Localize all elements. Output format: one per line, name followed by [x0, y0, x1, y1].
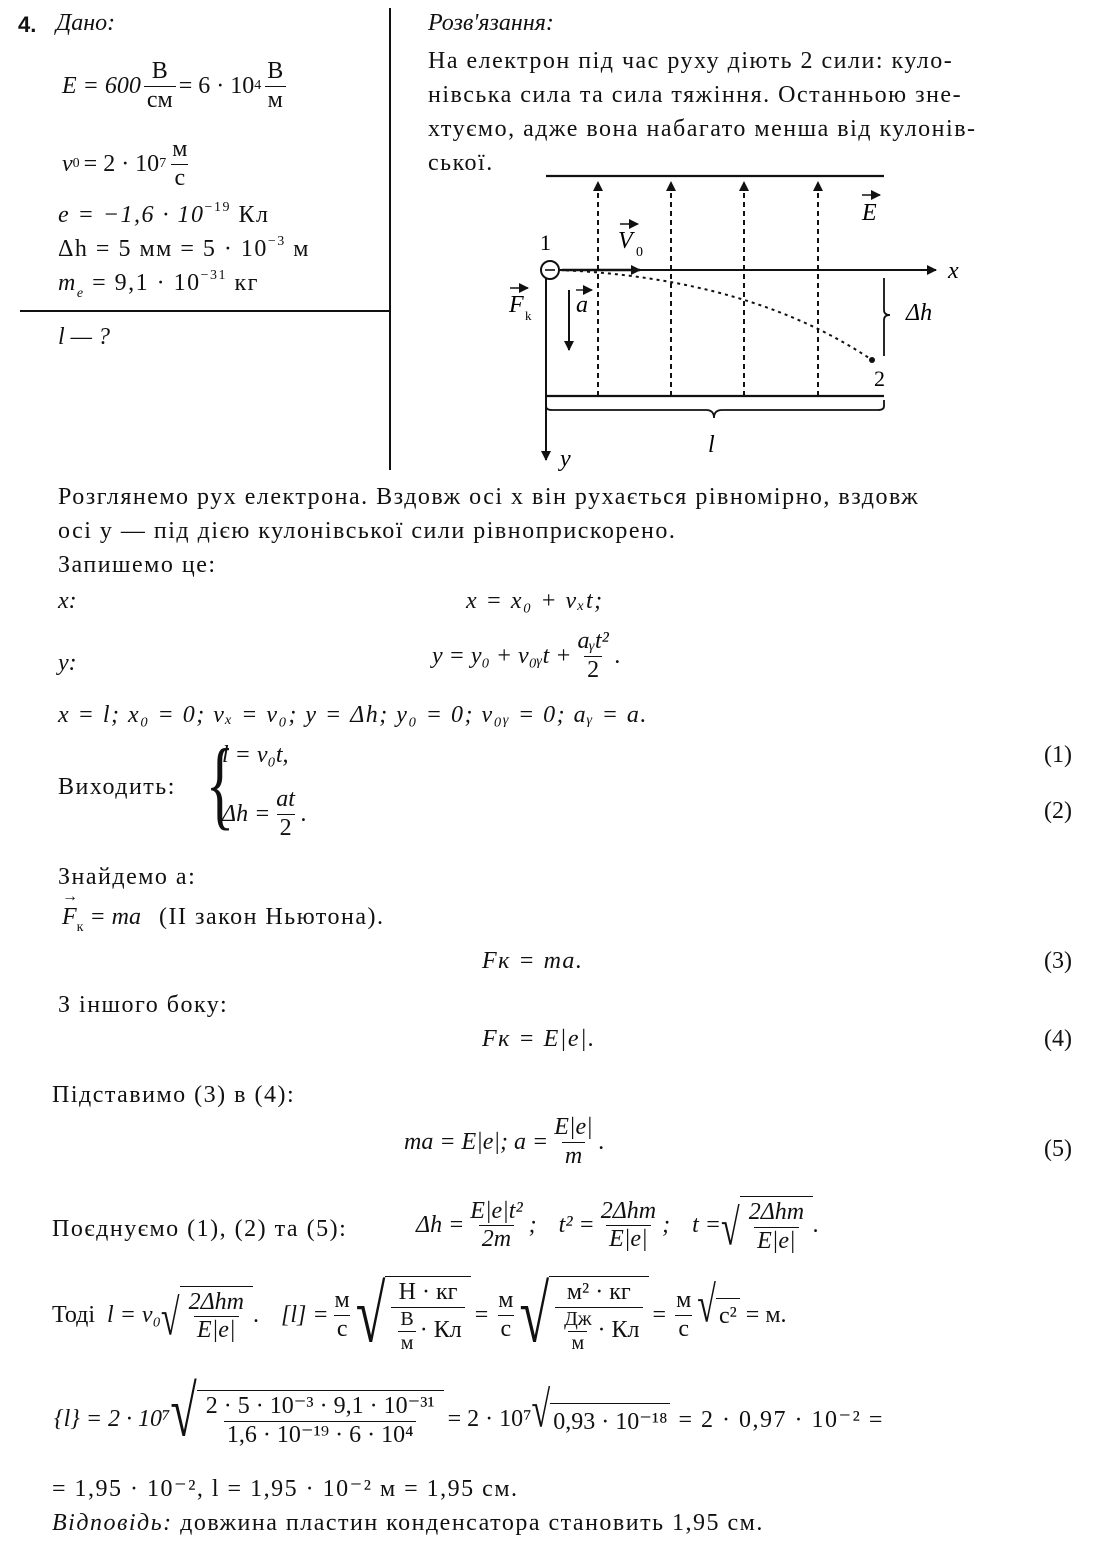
- l-brace: [546, 400, 884, 418]
- unit-m2kg: м² · кг: [566, 1279, 631, 1305]
- x-label: x:: [58, 588, 77, 614]
- y-eq-num: aᵧt²: [577, 628, 609, 654]
- dh-brace: [884, 278, 890, 356]
- given-v0-mid: = 2 · 10: [83, 150, 160, 177]
- comb-t2: t² =: [558, 1212, 595, 1239]
- unit-s2: с: [498, 1315, 515, 1344]
- given-e: [58, 200, 269, 229]
- given-E-unit2-num: В: [267, 58, 284, 84]
- y-equation: y = y₀ + v₀ᵧt + $\frac{\text{aᵧt²}}{2}$ .: [432, 628, 621, 683]
- unit-s: с: [334, 1315, 351, 1344]
- unit-m2: м: [398, 1331, 417, 1355]
- given-v0-unit-den: с: [171, 164, 188, 193]
- trajectory: [559, 270, 872, 360]
- y-eq-lhs: y = y₀ + v₀ᵧt +: [432, 642, 572, 669]
- given-E-unit1-num: В: [151, 58, 168, 84]
- final-line: = 1,95 · 10⁻², l = 1,95 · 10⁻² м = 1,95 см.: [52, 1476, 519, 1502]
- given-E-exp: 4: [254, 78, 262, 94]
- num-frac-den: 1,6 · 10⁻¹⁹ · 6 · 10⁴: [224, 1421, 417, 1450]
- label-V-sub: 0: [636, 245, 643, 260]
- then-line: Тоді l = v₀ √ $\frac{\text{2Δhm}}{E|e|}$ . [l] = $\frac{м}{с}$ √ Н · кг $\frac{В}{м}$ · Кл = $\frac{м}{с}$ √ м² · кг $\frac{Дж}{м}$ · Кл = $\frac{м}{с}$ √ с² = м.: [52, 1269, 787, 1360]
- given-me-mid: = 9,1 · 10: [92, 270, 201, 296]
- substitute: Підставимо (3) в (4):: [52, 1082, 296, 1108]
- comb-dh-num: E|e|t²: [470, 1197, 523, 1224]
- x-equation: x = x₀ + vₓt;: [466, 588, 604, 614]
- label-dh: Δh: [906, 300, 933, 326]
- unit-m4: м: [568, 1331, 587, 1355]
- given-divider: [20, 310, 390, 312]
- num-end: = 2 · 0,97 · 10⁻² =: [678, 1407, 884, 1434]
- other-side: З іншого боку:: [58, 992, 229, 1018]
- label-Fk-sub: k: [525, 308, 532, 323]
- given-me-lhs: m: [58, 270, 77, 296]
- label-E: E: [862, 200, 877, 226]
- solution-heading: Розв'язання:: [428, 10, 554, 36]
- label-1: 1: [540, 230, 551, 255]
- combine-label: Поєднуємо (1), (2) та (5):: [52, 1216, 348, 1242]
- given-E-unit1-den: см: [144, 86, 176, 115]
- given-v0: [62, 136, 193, 192]
- newton-text: (II закон Ньютона).: [159, 904, 385, 930]
- label-y: y: [560, 446, 571, 472]
- unit-c2: с²: [716, 1298, 740, 1332]
- eq-number-3: (3): [1044, 948, 1072, 974]
- label-x: x: [948, 258, 959, 284]
- numeric-line: {l} = 2 · 10⁷ √ $\frac{\text{2 · 5 · 10⁻³ · 9,1 · 10⁻³¹}}{\text{1,6 · 10⁻¹⁹ · 6 · 10⁴}}$ = 2 · 10⁷ √ 0,93 · 10⁻¹⁸ = 2 · 0,97 · 10⁻² =: [54, 1372, 884, 1453]
- num-lhs: {l} = 2 · 10⁷: [54, 1406, 171, 1433]
- capacitor-diagram: [500, 160, 970, 475]
- label-l: l: [708, 432, 715, 458]
- unit-Kl2: · Кл: [597, 1317, 640, 1344]
- p1-line1: Розглянемо рух електрона. Вздовж осі x він рухається рівномірно, вздовж: [58, 484, 920, 510]
- comb-dh: Δh =: [416, 1212, 465, 1239]
- intro-line: ської.: [428, 150, 494, 176]
- system-brace: {: [205, 728, 235, 839]
- l-den: E|e|: [194, 1316, 239, 1345]
- eq-number-4: (4): [1044, 1026, 1072, 1052]
- then-label: Тоді: [52, 1301, 96, 1328]
- given-E: [62, 58, 289, 114]
- write-label: Запишемо це:: [58, 552, 217, 578]
- given-me: [58, 268, 259, 302]
- eq-number-2: (2): [1044, 798, 1072, 824]
- given-v0-sub: 0: [72, 156, 80, 172]
- comb-t2-num: 2Δhm: [600, 1197, 657, 1224]
- y-label: y:: [58, 650, 77, 676]
- result-label: Виходить:: [58, 774, 176, 800]
- comb-t: t =: [692, 1212, 722, 1239]
- eq-number-5: (5): [1044, 1136, 1072, 1162]
- combine-equations: Δh = $\frac{\text{E|e|t²}}{2m}$ ; t² = $\frac{\text{2Δhm}}{E|e|}$ ; t = √ $\frac{\text{2Δhm}}{E|e|}$ .: [416, 1197, 820, 1257]
- given-me-sub: e: [76, 286, 85, 301]
- num-mid: = 2 · 10⁷: [447, 1406, 532, 1433]
- newton-law: [62, 904, 384, 936]
- eq5-num: E|e|: [554, 1114, 593, 1140]
- given-find: l — ?: [58, 324, 111, 350]
- fk-ee: Fк = E|e|.: [482, 1026, 596, 1052]
- conditions: x = l; x₀ = 0; vₓ = v₀; y = Δh; y₀ = 0; v₀ᵧ = 0; aᵧ = a.: [58, 702, 648, 728]
- given-dh-exp: −3: [267, 234, 286, 249]
- given-heading: Дано:: [56, 10, 116, 36]
- intro-line: На електрон під час руху діють 2 сили: куло-: [428, 48, 954, 74]
- units-l: [l] =: [281, 1301, 329, 1328]
- given-me-unit: кг: [234, 270, 260, 296]
- eq5-lhs: ma = E|e|; a =: [404, 1128, 549, 1155]
- unit-N-kg: Н · кг: [398, 1279, 458, 1305]
- given-v0-unit-num: м: [172, 136, 188, 162]
- eq5-line: ma = E|e|; a = $\frac{E|e|}{m}$ .: [404, 1114, 605, 1169]
- num-sqrt2: 0,93 · 10⁻¹⁸: [550, 1403, 670, 1437]
- label-2: 2: [874, 366, 885, 391]
- system-eq1: l = v₀t,: [222, 742, 289, 768]
- eq5-den: m: [562, 1142, 585, 1171]
- intro-line: хтуємо, адже вона набагато менша від кулонів-: [428, 116, 977, 142]
- comb-t-den: E|e|: [754, 1227, 799, 1256]
- unit-Kl: · Кл: [419, 1317, 462, 1344]
- p1-line2: осі y — під дією кулонівської сили рівноприскорено.: [58, 518, 677, 544]
- given-E-lhs: E = 600: [62, 72, 141, 99]
- given-E-mid: = 6 · 10: [178, 72, 255, 99]
- comb-t-num: 2Δhm: [748, 1199, 805, 1225]
- answer-label: Відповідь:: [52, 1510, 173, 1536]
- field-lines: [598, 182, 818, 396]
- given-v0-exp: 7: [159, 156, 167, 172]
- unit-J: Дж: [564, 1307, 592, 1330]
- system-eq2: Δh = $\frac{at}{2}$ .: [222, 786, 307, 841]
- given-me-exp: −31: [200, 268, 227, 283]
- unit-m5: м: [676, 1287, 692, 1314]
- unit-m: м: [334, 1287, 350, 1314]
- sys2-lhs: Δh =: [222, 800, 271, 827]
- given-e-exp: −19: [204, 200, 231, 215]
- unit-V: В: [400, 1307, 414, 1330]
- given-e-unit: Кл: [238, 202, 270, 228]
- given-dh-unit: м: [293, 236, 310, 262]
- label-V: V: [618, 228, 633, 254]
- unit-result: = м.: [745, 1301, 787, 1328]
- label-a: a: [576, 292, 588, 318]
- point-2: [869, 357, 875, 363]
- given-v0-lhs: v: [62, 150, 73, 177]
- comb-t-sqrt: √ $\frac{\text{2Δhm}}{E|e|}$: [721, 1196, 813, 1255]
- given-vertical-divider: [389, 8, 391, 470]
- answer-text: довжина пластин конденсатора становить 1,95 см.: [180, 1510, 764, 1536]
- newton-sub: к: [76, 920, 84, 935]
- sys2-num: at: [276, 786, 295, 812]
- unit-s3: с: [675, 1315, 692, 1344]
- given-E-unit2-den: м: [265, 86, 286, 115]
- eq-number-1: (1): [1044, 742, 1072, 768]
- fk-ma: Fк = ma.: [482, 948, 584, 974]
- given-e-line: e = −1,6 · 10: [58, 202, 205, 228]
- answer-line: [52, 1510, 764, 1537]
- find-a: Знайдемо a:: [58, 864, 197, 890]
- label-Fk: F: [509, 292, 524, 318]
- given-dh: [58, 234, 310, 263]
- l-num: 2Δhm: [188, 1288, 244, 1315]
- problem-number: 4.: [18, 12, 37, 37]
- newton-F: → F: [62, 904, 77, 931]
- l-formula: l = v₀: [107, 1301, 161, 1328]
- newton-rhs: = ma: [89, 904, 142, 930]
- intro-line: нівська сила та сила тяжіння. Останньою зне-: [428, 82, 963, 108]
- comb-t2-den: E|e|: [606, 1225, 651, 1254]
- given-dh-line: Δh = 5 мм = 5 · 10: [58, 236, 268, 262]
- comb-dh-den: 2m: [479, 1225, 514, 1254]
- sys2-den: 2: [277, 814, 295, 843]
- y-eq-den: 2: [584, 656, 602, 685]
- num-frac-num: 2 · 5 · 10⁻³ · 9,1 · 10⁻³¹: [205, 1393, 435, 1419]
- unit-m3: м: [498, 1287, 514, 1314]
